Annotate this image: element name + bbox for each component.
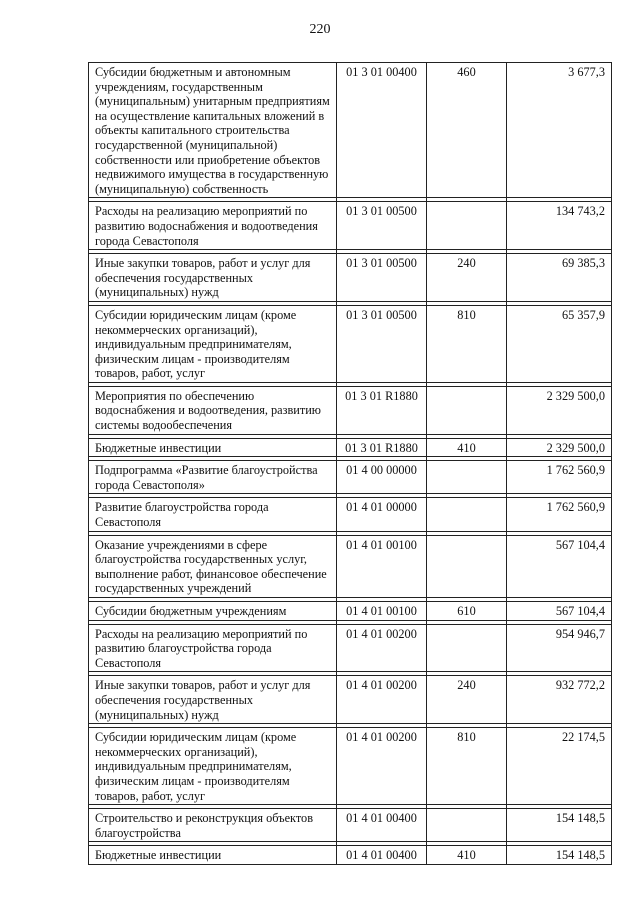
table-row (89, 602, 612, 621)
expense-type-cell (427, 386, 507, 434)
table-row (89, 809, 612, 842)
amount-cell: 567 104,4 (507, 535, 612, 597)
expense-name-cell: Субсидии юридическим лицам (кроме некоммерческих организаций), индивидуальным предпринимателям, физическим лицам - производителям товаров, работ, услуг (89, 305, 337, 382)
expense-name-cell: Развитие благоустройства города Севастополя (89, 498, 337, 531)
amount-cell: 3 677,3 (507, 63, 612, 198)
amount-cell: 154 148,5 (507, 809, 612, 842)
amount-cell: 69 385,3 (507, 254, 612, 302)
target-code-cell: 01 3 01 R1880 (337, 438, 427, 457)
table-row (89, 305, 612, 382)
table-row (89, 386, 612, 434)
target-code-cell: 01 4 00 00000 (337, 461, 427, 494)
page-number: 220 (309, 22, 331, 37)
expense-type-cell (427, 624, 507, 672)
expense-name-cell: Расходы на реализацию мероприятий по развитию водоснабжения и водоотведения города Севастополя (89, 202, 337, 250)
amount-cell: 22 174,5 (507, 728, 612, 805)
target-code-cell: 01 3 01 00500 (337, 254, 427, 302)
table-row (89, 624, 612, 672)
expense-type-cell: 460 (427, 63, 507, 198)
table-row (89, 728, 612, 805)
target-code-cell: 01 4 01 00200 (337, 624, 427, 672)
table-row (89, 63, 612, 198)
table-row (89, 461, 612, 494)
expense-name-cell: Мероприятия по обеспечению водоснабжения и водоотведения, развитию системы водообеспечения (89, 386, 337, 434)
target-code-cell: 01 3 01 00400 (337, 63, 427, 198)
amount-cell: 134 743,2 (507, 202, 612, 250)
expense-type-cell (427, 202, 507, 250)
expense-name-cell: Субсидии юридическим лицам (кроме некоммерческих организаций), индивидуальным предпринимателям, физическим лицам - производителям товаров, работ, услуг (89, 728, 337, 805)
expense-name-cell: Субсидии бюджетным и автономным учреждениям, государственным (муниципальным) унитарным предприятиям на осуществление капитальных вложений в объекты капитального строительства государственной (муниципальной) собственности или приобретение объектов недвижимого имущества в государственную (муниципальную) собственность (89, 63, 337, 198)
target-code-cell: 01 4 01 00400 (337, 809, 427, 842)
expense-type-cell: 810 (427, 728, 507, 805)
expense-type-cell (427, 498, 507, 531)
target-code-cell: 01 3 01 00500 (337, 202, 427, 250)
amount-cell: 65 357,9 (507, 305, 612, 382)
table-row (89, 254, 612, 302)
expense-type-cell (427, 535, 507, 597)
target-code-cell: 01 4 01 00100 (337, 602, 427, 621)
target-code-cell: 01 4 01 00000 (337, 498, 427, 531)
target-code-cell: 01 3 01 00500 (337, 305, 427, 382)
target-code-cell: 01 4 01 00200 (337, 676, 427, 724)
expense-type-cell: 240 (427, 254, 507, 302)
expense-name-cell: Расходы на реализацию мероприятий по развитию благоустройства города Севастополя (89, 624, 337, 672)
expense-type-cell: 410 (427, 438, 507, 457)
expense-name-cell: Подпрограмма «Развитие благоустройства города Севастополя» (89, 461, 337, 494)
amount-cell: 1 762 560,9 (507, 498, 612, 531)
amount-cell: 954 946,7 (507, 624, 612, 672)
expense-name-cell: Оказание учреждениями в сфере благоустройства государственных услуг, выполнение работ, финансовое обеспечение государственных учреждений (89, 535, 337, 597)
expense-name-cell: Субсидии бюджетным учреждениям (89, 602, 337, 621)
target-code-cell: 01 4 01 00200 (337, 728, 427, 805)
expense-name-cell: Строительство и реконструкция объектов благоустройства (89, 809, 337, 842)
budget-table (88, 62, 612, 865)
table-row (89, 202, 612, 250)
table-row (89, 535, 612, 597)
expense-name-cell: Бюджетные инвестиции (89, 438, 337, 457)
target-code-cell: 01 4 01 00400 (337, 846, 427, 865)
table-row (89, 438, 612, 457)
amount-cell: 154 148,5 (507, 846, 612, 865)
target-code-cell: 01 3 01 R1880 (337, 386, 427, 434)
expense-type-cell: 810 (427, 305, 507, 382)
amount-cell: 2 329 500,0 (507, 386, 612, 434)
table-row (89, 846, 612, 865)
table-body (89, 63, 612, 865)
table-row (89, 676, 612, 724)
expense-type-cell (427, 809, 507, 842)
expense-type-cell (427, 461, 507, 494)
amount-cell: 1 762 560,9 (507, 461, 612, 494)
amount-cell: 2 329 500,0 (507, 438, 612, 457)
amount-cell: 567 104,4 (507, 602, 612, 621)
expense-type-cell: 610 (427, 602, 507, 621)
expense-type-cell: 410 (427, 846, 507, 865)
table-row (89, 498, 612, 531)
amount-cell: 932 772,2 (507, 676, 612, 724)
expense-name-cell: Бюджетные инвестиции (89, 846, 337, 865)
expense-name-cell: Иные закупки товаров, работ и услуг для обеспечения государственных (муниципальных) нужд (89, 676, 337, 724)
target-code-cell: 01 4 01 00100 (337, 535, 427, 597)
expense-type-cell: 240 (427, 676, 507, 724)
expense-name-cell: Иные закупки товаров, работ и услуг для обеспечения государственных (муниципальных) нужд (89, 254, 337, 302)
